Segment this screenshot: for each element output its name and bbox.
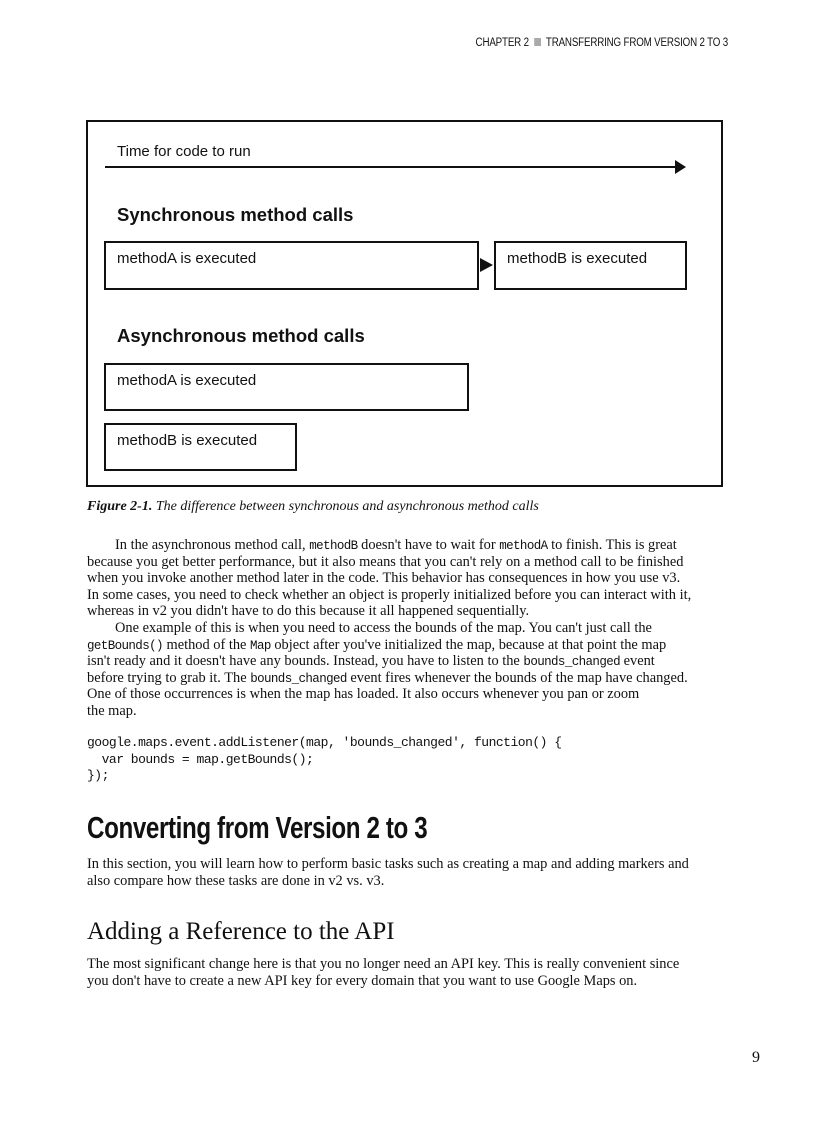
text-line — [87, 670, 688, 687]
text-run: In some cases, you need to check whether an object is properly initialized before you can interact with it, — [87, 586, 692, 603]
text-run: before trying to grab it. The — [87, 669, 251, 686]
text-run: In the asynchronous method call, — [115, 537, 310, 553]
inline-code: Map — [250, 638, 271, 653]
running-header — [476, 37, 728, 49]
text-run: method of the — [162, 636, 251, 653]
text-run: also compare how these tasks are done in v2 vs. v3. — [87, 872, 385, 889]
text-run: because you get better performance, but it also means that you can't rely on a method call to be finished — [87, 553, 684, 570]
section-heading: Converting from Version 2 to 3 — [87, 810, 428, 845]
chapter-title: TRANSFERRING FROM VERSION 2 TO 3 — [545, 37, 728, 49]
text-run: you don't have to create a new API key for every domain that you want to use Google Maps on. — [87, 972, 638, 989]
timeline-arrow-line — [105, 166, 677, 168]
text-run: One example of this is when you need to access the bounds of the map. You can't just call the — [115, 620, 652, 636]
separator-square-icon — [534, 38, 541, 46]
async-heading: Asynchronous method calls — [117, 325, 365, 346]
text-run: the map. — [87, 702, 137, 719]
text-line — [87, 570, 691, 587]
text-run: doesn't have to wait for — [357, 537, 500, 553]
caption-label: Figure 2-1. — [87, 499, 153, 514]
text-run: whereas in v2 you didn't have to do this because it all happened sequentially. — [87, 603, 530, 619]
text-line — [87, 603, 691, 620]
text-line — [87, 703, 688, 720]
text-line — [87, 873, 689, 890]
text-line — [87, 587, 691, 604]
sync-heading: Synchronous method calls — [117, 204, 354, 225]
inline-code: methodB — [309, 539, 358, 553]
code-block: google.maps.event.addListener(map, 'bounds_changed', function() { var bounds = map.getBounds(); }); — [87, 735, 562, 783]
sync-method-b-box — [494, 241, 687, 290]
page-number: 9 — [752, 1049, 760, 1066]
async-method-b-box — [104, 423, 297, 471]
paragraph — [87, 620, 688, 719]
text-line — [87, 537, 691, 554]
text-run: The most significant change here is that you no longer need an API key. This is really convenient since — [87, 956, 680, 972]
timeline-label: Time for code to run — [117, 143, 251, 160]
inline-code: methodA — [499, 539, 548, 553]
text-run: event fires whenever the bounds of the map have changed. — [346, 669, 688, 686]
caption-text: The difference between synchronous and asynchronous method calls — [152, 499, 539, 514]
paragraph — [87, 537, 691, 620]
text-line — [87, 554, 691, 571]
text-run: isn't ready and it doesn't have any bounds. Instead, you have to listen to the — [87, 653, 524, 669]
figure-caption — [87, 499, 539, 515]
arrow-right-icon — [480, 258, 493, 272]
text-run: event — [620, 653, 655, 669]
text-run: object after you've initialized the map, because at that point the map — [270, 636, 667, 653]
sync-method-a-box — [104, 241, 479, 290]
text-line — [87, 637, 688, 654]
text-run: In this section, you will learn how to perform basic tasks such as creating a map and adding markers and — [87, 856, 689, 872]
text-run: when you invoke another method later in the code. This behavior has consequences in how you use v3. — [87, 570, 681, 586]
text-line — [87, 686, 688, 703]
chapter-label: CHAPTER 2 — [475, 37, 529, 49]
inline-code: getBounds() — [87, 638, 163, 653]
inline-code: bounds_changed — [250, 671, 347, 686]
box-label: methodA is executed — [117, 250, 257, 267]
box-label: methodB is executed — [117, 432, 258, 449]
box-label: methodB is executed — [507, 250, 648, 267]
paragraph — [87, 956, 679, 989]
text-run: One of those occurrences is when the map has loaded. It also occurs whenever you pan or zoom — [87, 686, 640, 702]
subsection-heading: Adding a Reference to the API — [87, 918, 395, 945]
text-line — [87, 856, 689, 873]
text-run: to finish. This is great — [547, 537, 677, 553]
text-line — [87, 956, 679, 973]
paragraph — [87, 856, 689, 889]
text-line — [87, 620, 688, 637]
async-method-a-box — [104, 363, 469, 411]
text-line — [87, 973, 679, 990]
arrow-right-icon — [675, 160, 686, 174]
text-line — [87, 653, 688, 670]
box-label: methodA is executed — [117, 372, 257, 389]
inline-code: bounds_changed — [523, 655, 621, 669]
